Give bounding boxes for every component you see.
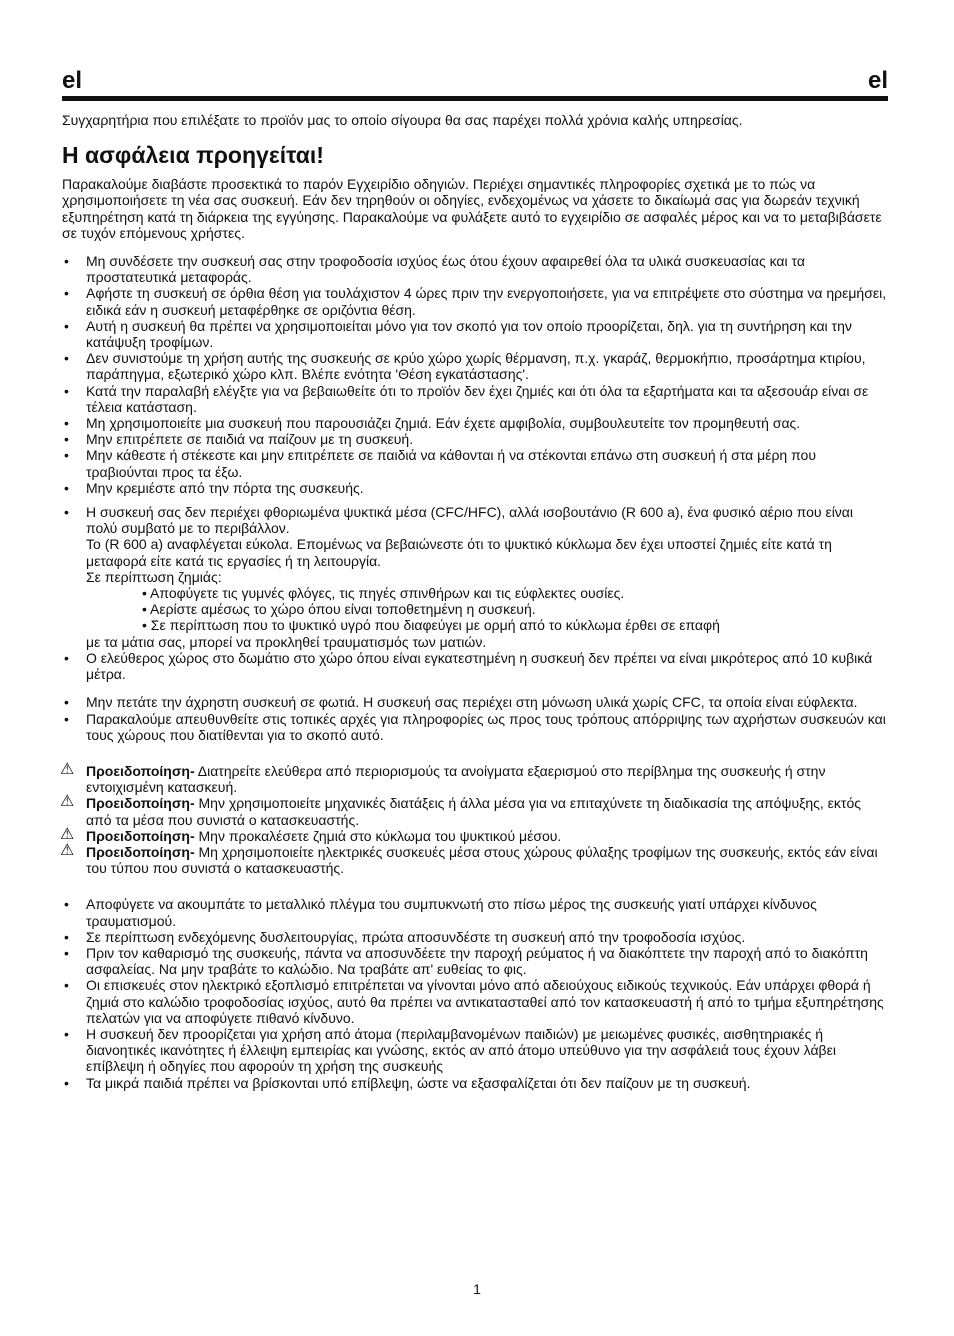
warning-label: Προειδοποίηση- (86, 795, 195, 812)
warning-item (62, 795, 888, 827)
list-item: • Κατά την παραλαβή ελέγξτε για να βεβαιωθείτε ότι το προϊόν δεν έχει ζημιές και ότι όλα τα εξαρτήματα και τα αξεσουάρ είναι σε τέλεια κατάσταση. (62, 383, 888, 415)
warning-label: Προειδοποίηση- (86, 843, 195, 860)
page-number: 1 (473, 1281, 481, 1297)
warnings-block (60, 760, 888, 877)
disposal-list (62, 694, 888, 743)
list-item: • Τα μικρά παιδιά πρέπει να βρίσκονται υπό επίβλεψη, ώστε να εξασφαλίζεται ότι δεν παίζουν με τη συσκευή. (62, 1075, 888, 1091)
warning-item (60, 841, 888, 877)
safety-list-3 (62, 896, 888, 1090)
warning-triangle-icon: ⚠ (60, 841, 75, 859)
list-item: • Μην κρεμιέστε από την πόρτα της συσκευής. (62, 480, 888, 496)
list-item: • Δεν συνιστούμε τη χρήση αυτής της συσκευής σε κρύο χώρο χωρίς θέρμανση, π.χ. γκαράζ, θερμοκήπιο, προσάρτημα κτιρίου, παράπηγμα, εξωτερικό χώρο κλπ. Βλέπε ενότητα 'Θέση εγκατάστασης'. (62, 350, 888, 382)
refrigerant-subitem: • Σε περίπτωση που το ψυκτικό υγρό που διαφεύγει με ορμή από το κύκλωμα έρθει σε επαφή (142, 617, 720, 634)
intro-text: Συγχαρητήρια που επιλέξατε το προϊόν μας το οποίο σίγουρα θα σας παρέχει πολλά χρόνια καλής υπηρεσίας. (62, 112, 743, 128)
list-item: • Μην πετάτε την άχρηστη συσκευή σε φωτιά. Η συσκευή σας περιέχει στη μόνωση υλικά χωρίς CFC, τα οποία είναι εύφλεκτα. (62, 694, 888, 710)
warning-text: Μη χρησιμοποιείτε ηλεκτρικές συσκευές μέσα στους χώρους φύλαξης τροφίμων της συσκευής, εκτός εάν είναι του τύπου που συνιστά ο κατασκευαστής. (86, 843, 878, 877)
warning-item (60, 760, 888, 796)
list-item: • Σε περίπτωση ενδεχόμενης δυσλειτουργίας, πρώτα αποσυνδέστε τη συσκευή από την τροφοδοσία ισχύος. (62, 929, 888, 945)
warning-text: Μην προκαλέσετε ζημιά στο κύκλωμα του ψυκτικού μέσου. (194, 827, 562, 844)
page-header (62, 68, 888, 94)
instructions-paragraph: Παρακαλούμε διαβάστε προσεκτικά το παρόν Εγχειρίδιο οδηγιών. Περιέχει σημαντικές πληροφορίες σχετικά με το πώς να χρησιμοποιήσετε τη νέα σας συσκευή. Εάν δεν τηρηθούν οι οδηγίες, ενδεχομένως να χάσετε το δικαίωμά σας για δωρεάν τεχνική εξυπηρέτηση κατά τη διάρκεια της εγγύησης. Παρακαλούμε να φυλάξετε αυτό το εγχειρίδιο σε ασφαλές μέρος και να το μεταβιβάσετε σε τυχόν επόμενους χρήστες. (62, 176, 882, 241)
warning-triangle-icon: ⚠ (60, 793, 75, 811)
refrigerant-line: Το (R 600 a) αναφλέγεται εύκολα. Επομένως να βεβαιώνεστε ότι το ψυκτικό κύκλωμα δεν έχει υποστεί ζημιές είτε κατά τη μεταφορά είτε κατά τις εργασίες ή τη λειτουργία. (86, 536, 832, 569)
list-item: • Πριν τον καθαρισμό της συσκευής, πάντα να αποσυνδέετε την παροχή ρεύματος ή να διακόπτετε την παροχή από το διακόπτη ασφαλείας. Να μην τραβάτε το καλώδιο. Να τραβάτε απ' ευθείας το φις. (62, 945, 888, 977)
language-code-left: el (62, 67, 83, 94)
list-item: • Μη συνδέσετε την συσκευή σας στην τροφοδοσία ισχύος έως ότου έχουν αφαιρεθεί όλα τα υλικά συσκευασίας και τα προστατευτικά μεταφοράς. (62, 253, 888, 285)
list-item: • Αυτή η συσκευή θα πρέπει να χρησιμοποιείται μόνο για τον σκοπό για τον οποίο προορίζεται, δηλ. για τη συντήρηση και την κατάψυξη τροφίμων. (62, 318, 888, 350)
list-item: • Μην κάθεστε ή στέκεστε και μην επιτρέπετε σε παιδιά να κάθονται ή να στέκονται επάνω στη συσκευή ή στα μέρη που τραβιούνται προς τα έξω. (62, 447, 888, 479)
list-item: • Μην επιτρέπετε σε παιδιά να παίζουν με τη συσκευή. (62, 431, 888, 447)
section-heading: Η ασφάλεια προηγείται! (62, 142, 324, 169)
refrigerant-list (62, 504, 888, 682)
warning-label: Προειδοποίηση- (86, 827, 195, 844)
list-item: • Η συσκευή δεν προορίζεται για χρήση από άτομα (περιλαμβανομένων παιδιών) με μειωμένες φυσικές, αισθητηριακές ή διανοητικές ικανότητες ή έλλειψη εμπειρίας και γνώσης, εκτός αν από άτομο υπεύθυνο για την ασφάλειά τους έχουν λάβει επίβλεψη ή οδηγίες που αφορούν τη χρήση της συσκευής (62, 1026, 888, 1075)
refrigerant-subitem: • Αερίστε αμέσως το χώρο όπου είναι τοποθετημένη η συσκευή. (142, 601, 536, 618)
list-item: • Αφήστε τη συσκευή σε όρθια θέση για τουλάχιστον 4 ώρες πριν την ενεργοποιήσετε, για να επιτρέψετε στο σύστημα να ηρεμήσει, ειδικά εάν η συσκευή μεταφέρθηκε σε οριζόντια θέση. (62, 285, 888, 317)
refrigerant-item (62, 504, 888, 650)
list-item: • Παρακαλούμε απευθυνθείτε στις τοπικές αρχές για πληροφορίες ως προς τους τρόπους απόρριψης των αχρήστων συσκευών και τους χώρους που διατίθενται για το σκοπό αυτό. (62, 711, 888, 743)
language-code-right: el (867, 67, 888, 94)
list-item: • Μη χρησιμοποιείτε μια συσκευή που παρουσιάζει ζημιά. Εάν έχετε αμφιβολία, συμβουλευτείτε τον προμηθευτή σας. (62, 415, 888, 431)
refrigerant-line: με τα μάτια σας, μπορεί να προκληθεί τραυματισμός των ματιών. (86, 633, 487, 650)
safety-list-1 (62, 253, 888, 496)
list-item: • Ο ελεύθερος χώρος στο δωμάτιο στο χώρο όπου είναι εγκατεστημένη η συσκευή δεν πρέπει να είναι μικρότερος από 10 κυβικά μέτρα. (62, 650, 888, 682)
warning-text: Μην χρησιμοποιείτε μηχανικές διατάξεις ή άλλα μέσα για να επιταχύνετε τη διαδικασία της απόψυξης, εκτός από τα μέσα που συνιστά ο κατασκευαστής. (86, 795, 861, 828)
warning-triangle-icon: ⚠ (60, 825, 75, 843)
warning-text: Διατηρείτε ελεύθερα από περιορισμούς τα ανοίγματα εξαερισμού στο περίβλημα της συσκευής ή στην εντοιχισμένη κατασκευή. (86, 762, 826, 796)
header-rule (62, 96, 888, 101)
list-item: • Αποφύγετε να ακουμπάτε το μεταλλικό πλέγμα του συμπυκνωτή στο πίσω μέρος της συσκευής γιατί υπάρχει κίνδυνος τραυματισμού. (62, 896, 888, 928)
warning-triangle-icon: ⚠ (60, 760, 75, 778)
manual-page (62, 68, 888, 1091)
refrigerant-subitem: • Αποφύγετε τις γυμνές φλόγες, τις πηγές σπινθήρων και τις εύφλεκτες ουσίες. (142, 585, 625, 602)
refrigerant-line: Σε περίπτωση ζημιάς: (86, 568, 222, 585)
refrigerant-line: • Η συσκευή σας δεν περιέχει φθοριωμένα ψυκτικά μέσα (CFC/HFC), αλλά ισοβουτάνιο (R 600 a), ένα φυσικό αέριο που είναι πολύ συμβατό με το περιβάλλον. (86, 504, 854, 537)
list-item: • Οι επισκευές στον ηλεκτρικό εξοπλισμό επιτρέπεται να γίνονται μόνο από αδειούχους ειδικούς τεχνικούς. Εάν υπάρχει φθορά ή ζημιά στο καλώδιο τροφοδοσίας ισχύος, αυτό θα πρέπει να αντικατασταθεί από τον κατασκευαστή ή από το τμήμα εξυπηρέτησης πελατών για να αποφύγετε πιθανό κίνδυνο. (62, 977, 888, 1026)
warning-label: Προειδοποίηση- (86, 762, 195, 779)
warning-item (60, 825, 888, 844)
